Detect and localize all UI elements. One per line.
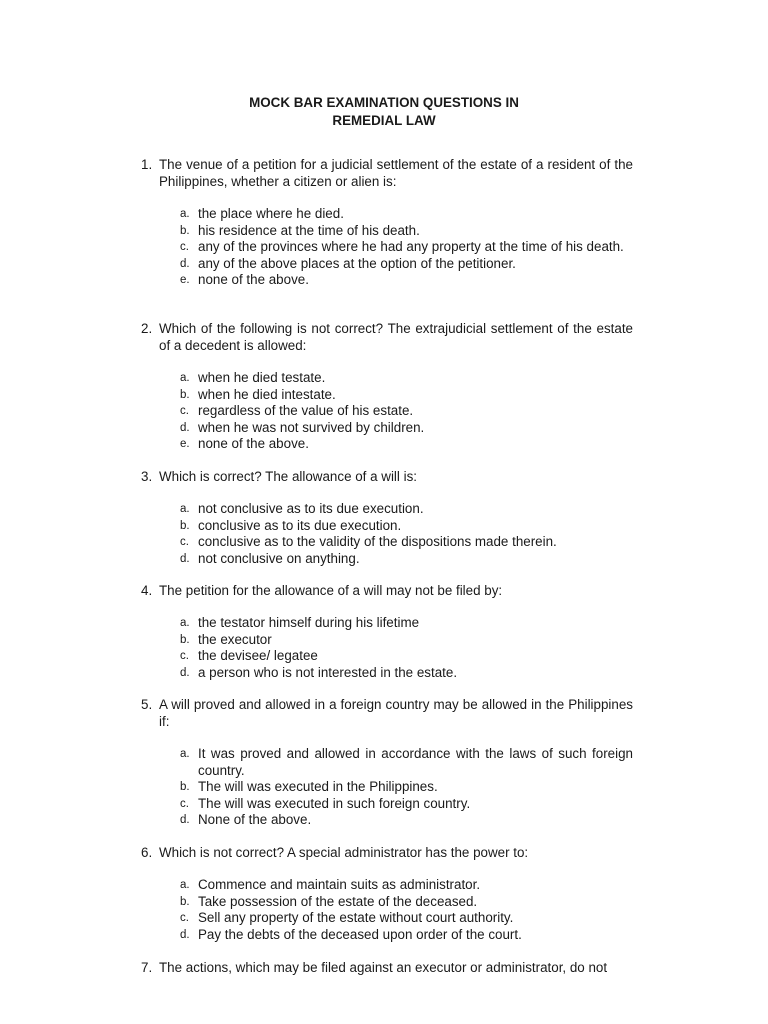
question-5 xyxy=(141,697,633,730)
option-text: The will was executed in the Philippines. xyxy=(198,779,438,794)
option-letter: b. xyxy=(180,388,190,401)
question-4-options xyxy=(180,615,633,681)
question-number: 4. xyxy=(141,583,153,598)
option-letter: e. xyxy=(180,274,190,286)
option-item xyxy=(180,387,633,404)
option-letter: d. xyxy=(180,552,190,565)
question-3 xyxy=(141,469,633,486)
option-letter: a. xyxy=(180,748,190,760)
option-text: any of the above places at the option of the petitioner. xyxy=(198,255,516,271)
option-text: when he died testate. xyxy=(198,370,326,385)
question-text: The venue of a petition for a judicial settlement of the estate of a resident of the Philippines, whether a citizen or alien is: xyxy=(159,157,633,189)
option-letter: c. xyxy=(180,405,189,417)
option-item xyxy=(180,436,633,453)
question-text: Which of the following is not correct? The extrajudicial settlement of the estate of a decedent is allowed: xyxy=(159,321,633,353)
title-line-2: REMEDIAL LAW xyxy=(332,113,436,128)
option-letter: b. xyxy=(180,633,190,646)
option-letter: d. xyxy=(180,666,190,679)
option-text: The will was executed in such foreign country. xyxy=(198,795,471,811)
option-letter: d. xyxy=(180,421,190,434)
question-1 xyxy=(141,157,633,190)
question-4 xyxy=(141,583,633,600)
option-text: None of the above. xyxy=(198,812,312,827)
question-text: The actions, which may be filed against an executor or administrator, do not xyxy=(159,960,608,975)
question-number: 1. xyxy=(141,157,153,172)
option-item xyxy=(180,615,633,632)
option-letter: c. xyxy=(180,241,189,253)
option-item xyxy=(180,746,633,779)
question-2 xyxy=(141,321,633,354)
option-item xyxy=(180,551,633,568)
option-text: none of the above. xyxy=(198,272,309,287)
question-1-options xyxy=(180,206,633,289)
option-letter: b. xyxy=(180,781,190,793)
option-letter: a. xyxy=(180,503,190,515)
option-letter: b. xyxy=(180,519,190,532)
option-text: none of the above. xyxy=(198,436,309,451)
question-text: Which is correct? The allowance of a will is: xyxy=(159,469,417,484)
option-item xyxy=(180,239,633,256)
option-item xyxy=(180,370,633,387)
question-number: 7. xyxy=(141,960,153,975)
option-text: It was proved and allowed in accordance with the laws of such foreign country. xyxy=(198,746,633,778)
option-item xyxy=(180,927,633,944)
option-text: Commence and maintain suits as administrator. xyxy=(198,877,481,892)
question-text: Which is not correct? A special administrator has the power to: xyxy=(159,845,529,860)
option-text: regardless of the value of his estate. xyxy=(198,403,414,418)
option-letter: a. xyxy=(180,879,190,891)
option-text: Take possession of the estate of the deceased. xyxy=(198,893,478,909)
option-text: not conclusive as to its due execution. xyxy=(198,501,424,516)
option-letter: c. xyxy=(180,650,189,662)
question-number: 5. xyxy=(141,697,153,712)
question-2-options xyxy=(180,370,633,453)
option-text: the place where he died. xyxy=(198,206,344,221)
option-text: Pay the debts of the deceased upon order of the court. xyxy=(198,926,522,942)
option-item xyxy=(180,420,633,437)
option-text: when he died intestate. xyxy=(198,386,336,402)
option-text: the devisee/ legatee xyxy=(198,648,318,663)
option-text: not conclusive on anything. xyxy=(198,550,360,566)
option-item xyxy=(180,256,633,273)
question-7 xyxy=(141,960,633,977)
option-item xyxy=(180,501,633,518)
option-letter: a. xyxy=(180,372,190,384)
option-text: when he was not survived by children. xyxy=(198,419,425,435)
option-letter: b. xyxy=(180,895,190,908)
option-letter: c. xyxy=(180,912,189,924)
option-letter: d. xyxy=(180,928,190,941)
option-letter: e. xyxy=(180,438,190,450)
question-number: 6. xyxy=(141,845,153,860)
option-text: the testator himself during his lifetime xyxy=(198,615,420,630)
question-number: 2. xyxy=(141,321,153,336)
option-letter: d. xyxy=(180,257,190,270)
document-title xyxy=(0,94,768,130)
option-letter: a. xyxy=(180,617,190,629)
option-item xyxy=(180,223,633,240)
question-6 xyxy=(141,845,633,862)
option-text: any of the provinces where he had any property at the time of his death. xyxy=(198,239,624,254)
option-item xyxy=(180,632,633,649)
question-text: The petition for the allowance of a will may not be filed by: xyxy=(159,583,503,598)
option-item xyxy=(180,877,633,894)
option-text: his residence at the time of his death. xyxy=(198,222,420,238)
option-item xyxy=(180,206,633,223)
option-item xyxy=(180,779,633,796)
option-text: conclusive as to the validity of the dispositions made therein. xyxy=(198,534,557,549)
option-text: Sell any property of the estate without court authority. xyxy=(198,910,514,925)
option-item xyxy=(180,894,633,911)
option-text: the executor xyxy=(198,631,272,647)
option-letter: c. xyxy=(180,536,189,548)
option-item xyxy=(180,648,633,665)
option-text: conclusive as to its due execution. xyxy=(198,517,402,533)
option-item xyxy=(180,910,633,927)
option-item xyxy=(180,403,633,420)
option-letter: a. xyxy=(180,208,190,220)
question-number: 3. xyxy=(141,469,153,484)
option-letter: c. xyxy=(180,797,189,810)
title-line-1: MOCK BAR EXAMINATION QUESTIONS IN xyxy=(249,95,519,110)
question-text: A will proved and allowed in a foreign country may be allowed in the Philippines if: xyxy=(159,697,633,729)
question-3-options xyxy=(180,501,633,567)
option-item xyxy=(180,796,633,813)
option-item xyxy=(180,534,633,551)
option-item xyxy=(180,272,633,289)
option-letter: d. xyxy=(180,814,190,826)
option-item xyxy=(180,665,633,682)
option-item xyxy=(180,812,633,829)
option-text: a person who is not interested in the estate. xyxy=(198,664,458,680)
option-letter: b. xyxy=(180,224,190,237)
option-item xyxy=(180,518,633,535)
question-5-options xyxy=(180,746,633,829)
question-6-options xyxy=(180,877,633,943)
